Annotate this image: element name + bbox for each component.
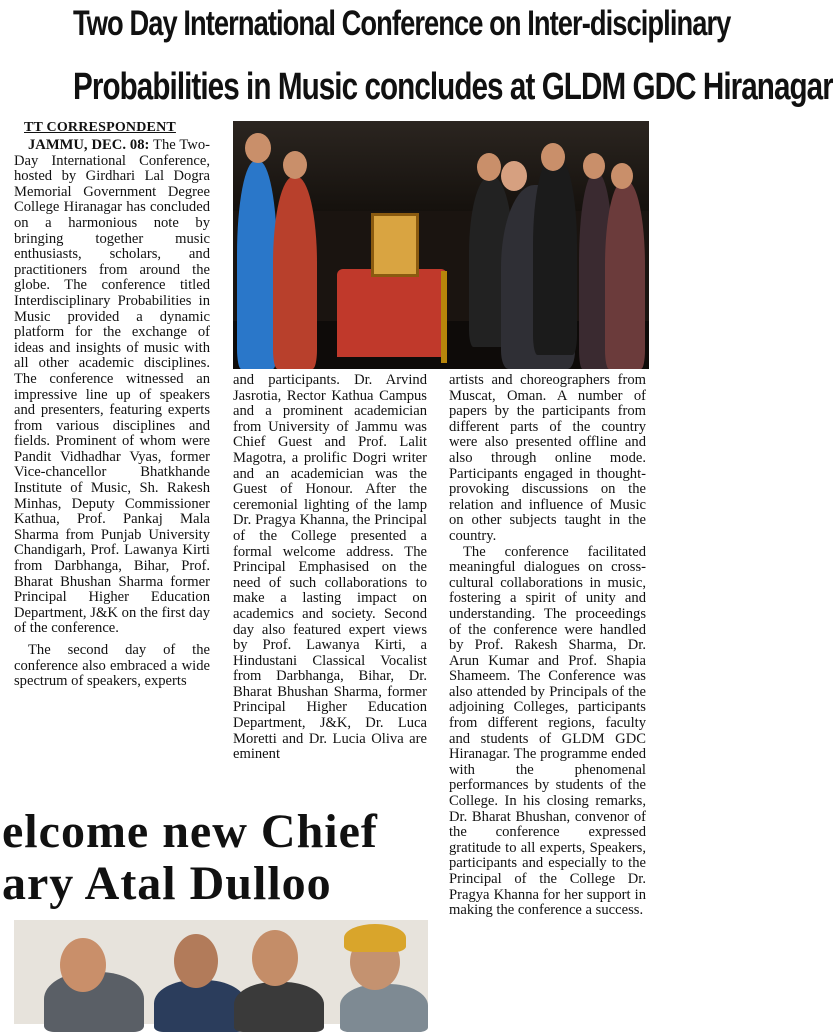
paragraph-2: The second day of the conference also embraced a wide spectrum of speakers, experts (14, 642, 210, 690)
dateline: JAMMU, DEC. 08: (28, 137, 150, 153)
paragraph-3: and participants. Dr. Arvind Jasrotia, Rector Kathua Campus and a prominent academician from University of Jammu was Chief Guest and Prof. Lalit Magotra, a prolific Dogri writer and an academician was the Guest of Honour. After the ceremonial lighting of the lamp Dr. Pragya Khanna, the Principal of the College presented a formal welcome address. The Principal Emphasised on the need of such collaborations to make a lasting impact on academics and society. Second day also featured expert views by Prof. Lawanya Kirti, a Hindustani Classical Vocalist from Darbhanga, Bihar, Dr. Bharat Bhushan Sharma, former Principal Higher Education Department, J&K, Dr. Luca Moretti and Dr. Lucia Oliva are eminent (233, 372, 427, 763)
photo-figure (273, 177, 317, 369)
headline-line-1: Two Day International Conference on Inter-disciplinary (73, 4, 731, 43)
paragraph-1-text: The Two-Day International Conference, hosted by Girdhari Lal Dogra Memorial Government Degree College Hiranagar has concluded on a harmonious note by bringing together music enthusiasts, scholars, and practitioners from around the globe. The conference titled Interdisciplinary Probabilities in Music provided a dynamic platform for the exchange of ideas and insights of music with all other academic disciplines. The conference witnessed an impressive line up of speakers and presenters, featuring experts from various disciplines and fields. Prominent of whom were Pandit Vidhadhar Vyas, former Vice-chancellor Bhatkhande Institute of Music, Sh. Rakesh Minhas, Deputy Commissioner Kathua, Prof. Pankaj Mala Sharma from Punjab University Chandigarh, Prof. Lawanya Kirti from Darbhanga, Bihar, Prof. Bharat Bhushan Sharma former Principal Higher Education Department, J&K on the first day of the conference. (14, 137, 210, 637)
byline: TT CORRESPONDENT (24, 120, 176, 135)
next-headline-line-1: elcome new Chief (2, 805, 378, 858)
photo-figure (605, 181, 645, 369)
paragraph-1 (14, 138, 210, 637)
photo-figure (234, 982, 324, 1032)
paragraph-5: The conference facilitated meaningful dialogues on cross-cultural collaborations in music, fostering a spirit of unity and understanding. The proceedings of the conference were handled by Prof. Rakesh Sharma, Dr. Arun Kumar and Prof. Shapia Shameem. The Conference was also attended by Principals of the adjoining Colleges, participants from different regions, faculty and students of GLDM GDC Hiranagar. The programme ended with the phenomenal performances by students of the College. In his closing remarks, Dr. Bharat Bhushan, convenor of the conference expressed gratitude to all experts, Speakers, participants and especially to the Principal of the College Dr. Pragya Khanna for her support in making the conference a success. (449, 543, 646, 919)
next-headline-line-2: ary Atal Dulloo (2, 857, 332, 910)
altar (337, 269, 447, 357)
deity-frame (371, 213, 419, 277)
turban (344, 924, 406, 952)
photo-figure (533, 155, 577, 355)
paragraph-4: artists and choreographers from Muscat, Oman. A number of papers by the participants from different parts of the country were also presented offline and also through online mode. Participants engaged in thought-provoking discussions on the relation and influence of Music on other subjects taught in the country. (449, 372, 646, 544)
ceremonial-lamp (441, 271, 447, 363)
headline-line-2: Probabilities in Music concludes at GLDM GDC Hiranagar (73, 66, 833, 108)
article-column-3 (449, 373, 646, 1023)
lamp-lighting-photo (233, 121, 649, 369)
photo-figure (340, 984, 428, 1032)
photo-figure (154, 980, 246, 1032)
officials-photo (14, 920, 428, 1024)
article-column-1 (14, 138, 210, 808)
photo-figure (237, 161, 277, 369)
article-column-2 (233, 373, 427, 805)
